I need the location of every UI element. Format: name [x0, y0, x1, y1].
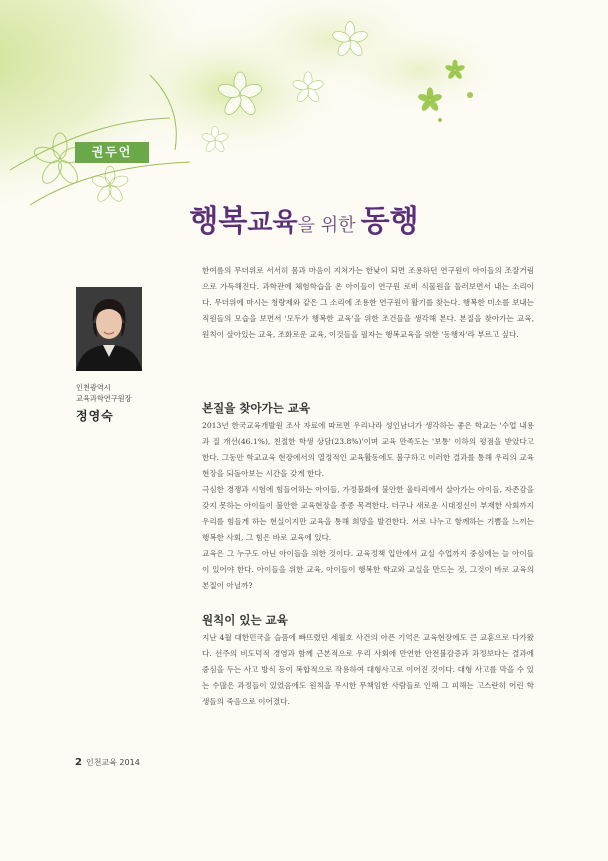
body-paragraph: 교육은 그 누구도 아닌 아이들을 위한 것이다. 교육정책 입안에서 교실 수업까지 중심에는 늘 아이들이 있어야 한다. 아이들을 위한 교육, 아이들이 행복한 학교와 교실을 만드는 것, 그것이 바로 교육의 본질이 아닐까?: [202, 549, 534, 590]
section-body-principle: [202, 630, 534, 710]
author-affiliation-line1: 인천광역시: [76, 383, 111, 392]
section-heading-principle: 원칙이 있는 교육: [202, 613, 288, 627]
section-body-essence: [202, 418, 534, 594]
title-part-education: 교육: [247, 208, 298, 238]
body-paragraph: 지난 4월 대한민국을 슬픔에 빠뜨렸던 세월호 사건의 아픈 기억은 교육현장에도 큰 교훈으로 다가왔다. 선주의 비도덕적 경영과 함께 근본적으로 우리 사회에 만연한 안전불감증과 과정보다는 결과에 중심을 두는 사고 방식 등이 복합적으로 작용하여 대형사고로 이어진 것이다. 대형 사고를 막을 수 있는 수많은 과정들이 있었음에도 원칙을 무시한 무책임한 사람들로 인해 그 피해는 고스란히 어린 학생들의 죽음으로 이어졌다.: [202, 633, 534, 706]
publication-name: 인천교육 2014: [85, 758, 140, 767]
title-part-for: 을 위한: [297, 215, 356, 236]
title-part-happiness: 행복: [189, 204, 248, 239]
article-title: [0, 196, 608, 240]
intro-paragraph-block: [202, 263, 534, 343]
author-affiliation: [76, 383, 186, 404]
author-affiliation-line2: 교육과학연구원장: [76, 393, 132, 403]
author-name: 정영숙: [76, 409, 114, 423]
section-tag: 권두언: [75, 142, 149, 163]
page-footer: [75, 757, 140, 768]
section-heading-essence: 본질을 찾아가는 교육: [202, 401, 310, 415]
body-paragraph: 극심한 경쟁과 시험에 힘들어하는 아이들, 가정불화에 불안한 울타리에서 살아가는 아이들, 자존감을 갖지 못하는 아이들이 불안한 교육현장을 종종 목격한다. 더구나 새로운 시대정신이 부재한 사회까지 우리를 힘들게 하는 현실이지만 교육을 통해 희망을 발견한다. 서로 나누고 함께하는 기쁨을 느끼는 행복한 사회, 그 힘은 바로 교육에 있다.: [202, 485, 534, 542]
body-paragraph: 2013년 한국교육개발원 조사 자료에 따르면 우리나라 성인남녀가 생각하는 좋은 학교는 '수업 내용과 질 개선(46.1%), 친절한 학생 상담(23.8%)'이며 교육 만족도는 '보통' 이하의 평점을 받았다고 한다. 그동안 학교교육 현장에서의 열정적인 교육활동에도 불구하고 이러한 결과를 통해 우리의 교육 현장을 되돌아보는 시간을 갖게 한다.: [202, 421, 534, 478]
page-number: 2: [75, 757, 82, 768]
author-photo: [76, 287, 142, 371]
title-part-companion: 동행: [360, 204, 419, 239]
intro-paragraph: 한여름의 무더위로 서서히 몸과 마음이 지쳐가는 한낮이 되면 조용하던 연구원이 아이들의 조잘거림으로 가득해진다. 과학관에 체험학습을 온 아이들이 연구원 로비 식물원을 둘러보면서 내는 소리이다. 무더위에 마시는 청량제와 같은 그 소리에 조용한 연구원이 활기를 찾는다. 행복한 미소를 보내는 직원들의 모습을 보면서 '모두가 행복한 교육'을 위한 조건들을 생각해 본다. 본질을 찾아가는 교육, 원칙이 살아있는 교육, 조화로운 교육, 이것들을 필자는 행복교육을 위한 '동행자'라 부르고 싶다.: [202, 266, 534, 339]
